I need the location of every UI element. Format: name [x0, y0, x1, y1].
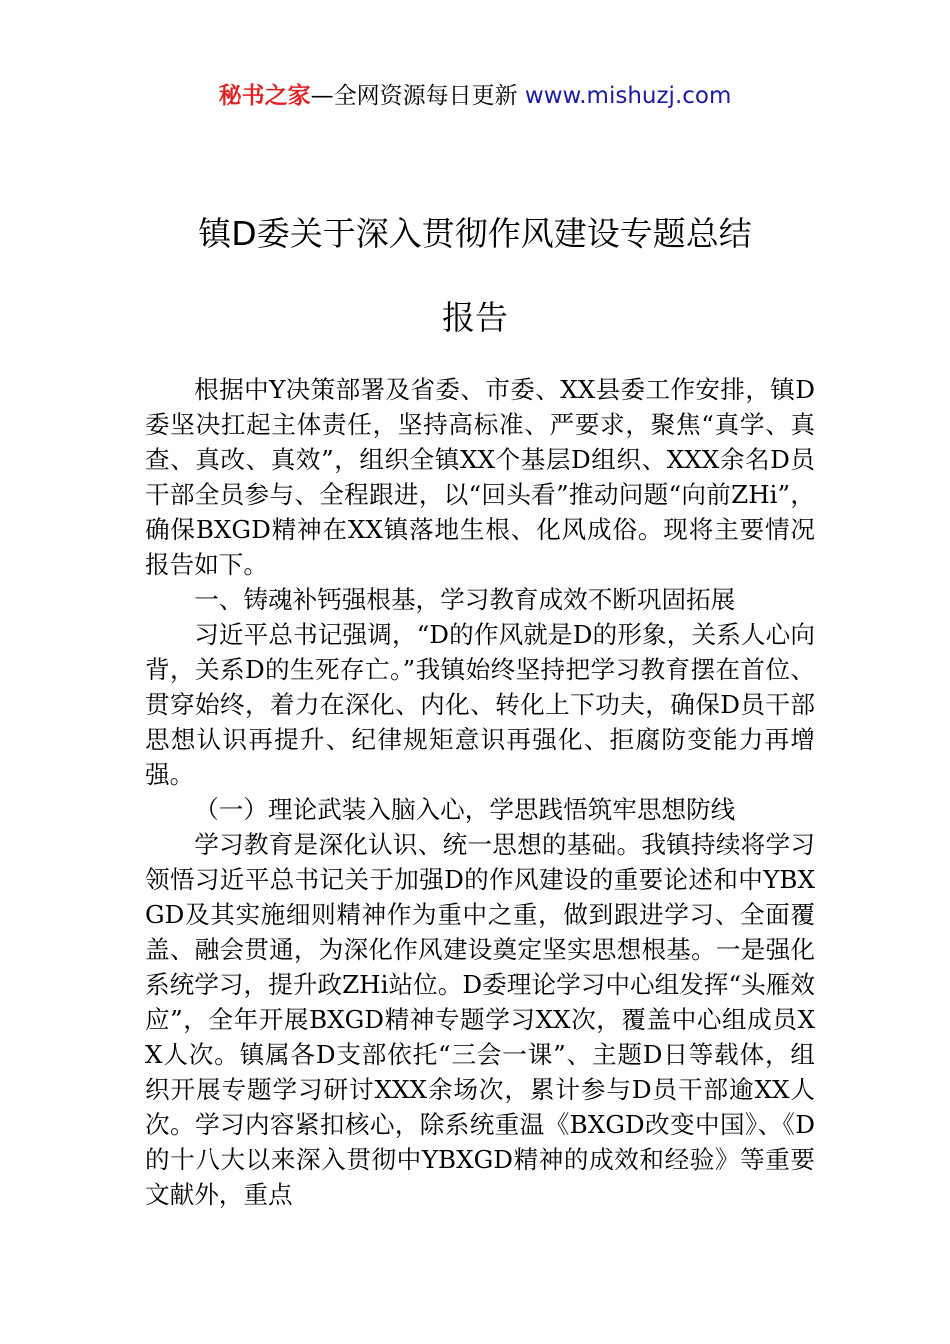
document-body	[145, 372, 815, 1212]
site-header	[0, 80, 950, 112]
paragraph-section-1: 习近平总书记强调，“D的作风就是D的形象，关系人心向背，关系D的生死存亡。”我镇始终坚持把学习教育摆在首位、贯穿始终，着力在深化、内化、转化上下功夫，确保D员干部思想认识再提升、纪律规矩意识再强化、拒腐防变能力再增强。	[145, 620, 815, 789]
site-url-link[interactable]: www.mishuzj.com	[524, 83, 732, 109]
paragraph-subsection-1: 学习教育是深化认识、统一思想的基础。我镇持续将学习领悟习近平总书记关于加强D的作风建设的重要论述和中YBXGD及其实施细则精神作为重中之重，做到跟进学习、全面覆盖、融会贯通，为深化作风建设奠定坚实思想根基。一是强化系统学习，提升政ZHi站位。D委理论学习中心组发挥“头雁效应”，全年开展BXGD精神专题学习XX次，覆盖中心组成员XX人次。镇属各D支部依托“三会一课”、主题D日等载体，组织开展专题学习研讨XXX余场次，累计参与D员干部逾XX人次。学习内容紧扣核心，除系统重温《BXGD改变中国》、《D的十八大以来深入贯彻中YBXGD精神的成效和经验》等重要文献外，重点	[145, 830, 815, 1209]
document-title-line-2: 报告	[442, 298, 508, 337]
document-title	[0, 212, 950, 340]
site-brand: 秘书之家	[218, 83, 311, 109]
subsection-heading-1: （一）理论武装入脑入心，学思践悟筑牢思想防线	[194, 795, 736, 824]
paragraph-intro: 根据中Y决策部署及省委、市委、XX县委工作安排，镇D委坚决扛起主体责任，坚持高标准、严要求，聚焦“真学、真查、真改、真效”，组织全镇XX个基层D组织、XXX余名D员干部全员参与、全程跟进，以“回头看”推动问题“向前ZHi”，确保BXGD精神在XX镇落地生根、化风成俗。现将主要情况报告如下。	[145, 375, 815, 579]
section-heading-1: 一、铸魂补钙强根基，学习教育成效不断巩固拓展	[194, 585, 736, 614]
document-title-line-1: 镇D委关于深入贯彻作风建设专题总结	[198, 214, 752, 253]
site-tagline: —全网资源每日更新	[310, 83, 518, 109]
